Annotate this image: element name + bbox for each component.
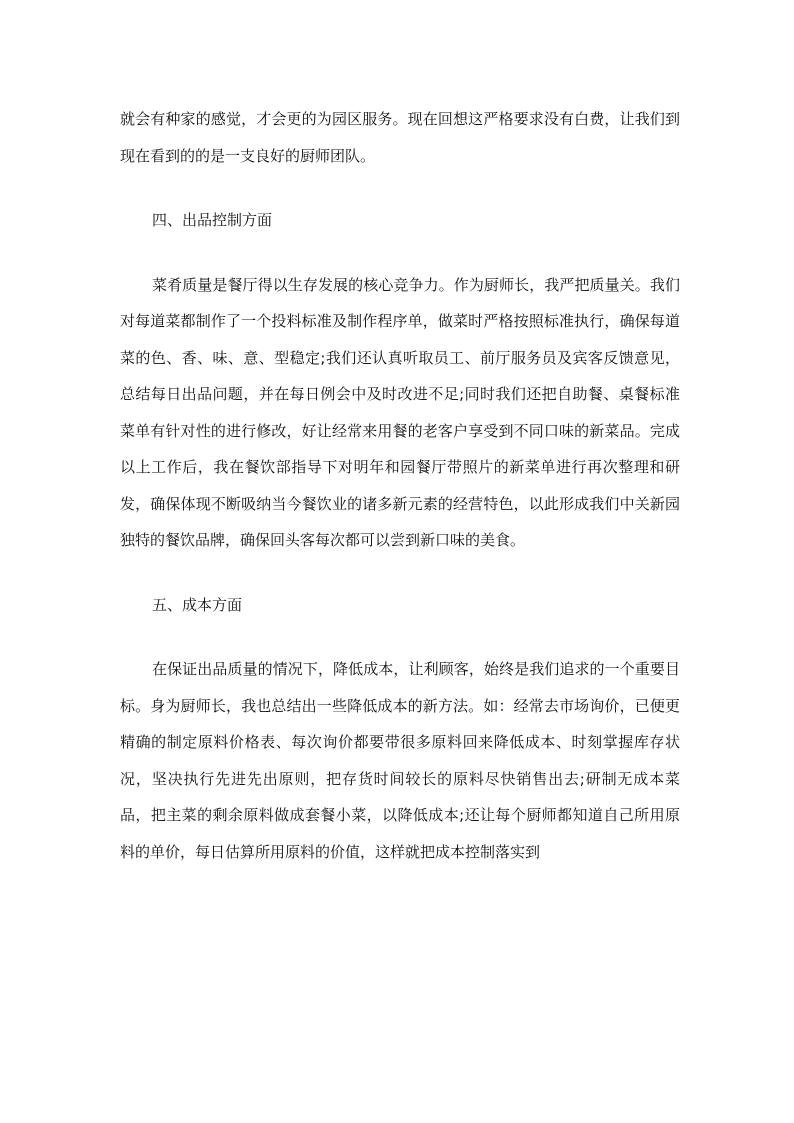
section-heading-cost: 五、成本方面 (152, 595, 243, 614)
paragraph-cost: 在保证出品质量的情况下，降低成本，让利顾客，始终是我们追求的一个重要目标。身为厨师长，我也总结出一些降低成本的新方法。如：经常去市场询价，已便更精确的制定原料价格表、每次询价都要带很多原料回来降低成本、时刻掌握库存状况，坚决执行先进先出原则，把存货时间较长的原料尽快销售出去;研制无成本菜品，把主菜的剩余原料做成套餐小菜，以降低成本;还让每个厨师都知道自己所用原料的单价，每日估算所用原料的价值，这样就把成本控制落实到 (120, 660, 680, 861)
paragraph-continuation: 就会有种家的感觉，才会更的为园区服务。现在回想这严格要求没有白费，让我们到现在看到的的是一支良好的厨师团队。 (120, 110, 680, 165)
document-body (120, 101, 680, 870)
paragraph-output-control: 菜肴质量是餐厅得以生存发展的核心竞争力。作为厨师长，我严把质量关。我们对每道菜都制作了一个投料标准及制作程序单，做菜时严格按照标准执行，确保每道菜的色、香、味、意、型稳定;我们还认真听取员工、前厅服务员及宾客反馈意见，总结每日出品问题，并在每日例会中及时改进不足;同时我们还把自助餐、桌餐标准菜单有针对性的进行修改，好让经常来用餐的老客户享受到不同口味的新菜品。完成以上工作后，我在餐饮部指导下对明年和园餐厅带照片的新菜单进行再次整理和研发，确保体现不断吸纳当今餐饮业的诸多新元素的经营特色，以此形成我们中关新园独特的餐饮品牌，确保回头客每次都可以尝到新口味的美食。 (120, 275, 680, 549)
section-heading-output-control: 四、出品控制方面 (152, 211, 273, 229)
